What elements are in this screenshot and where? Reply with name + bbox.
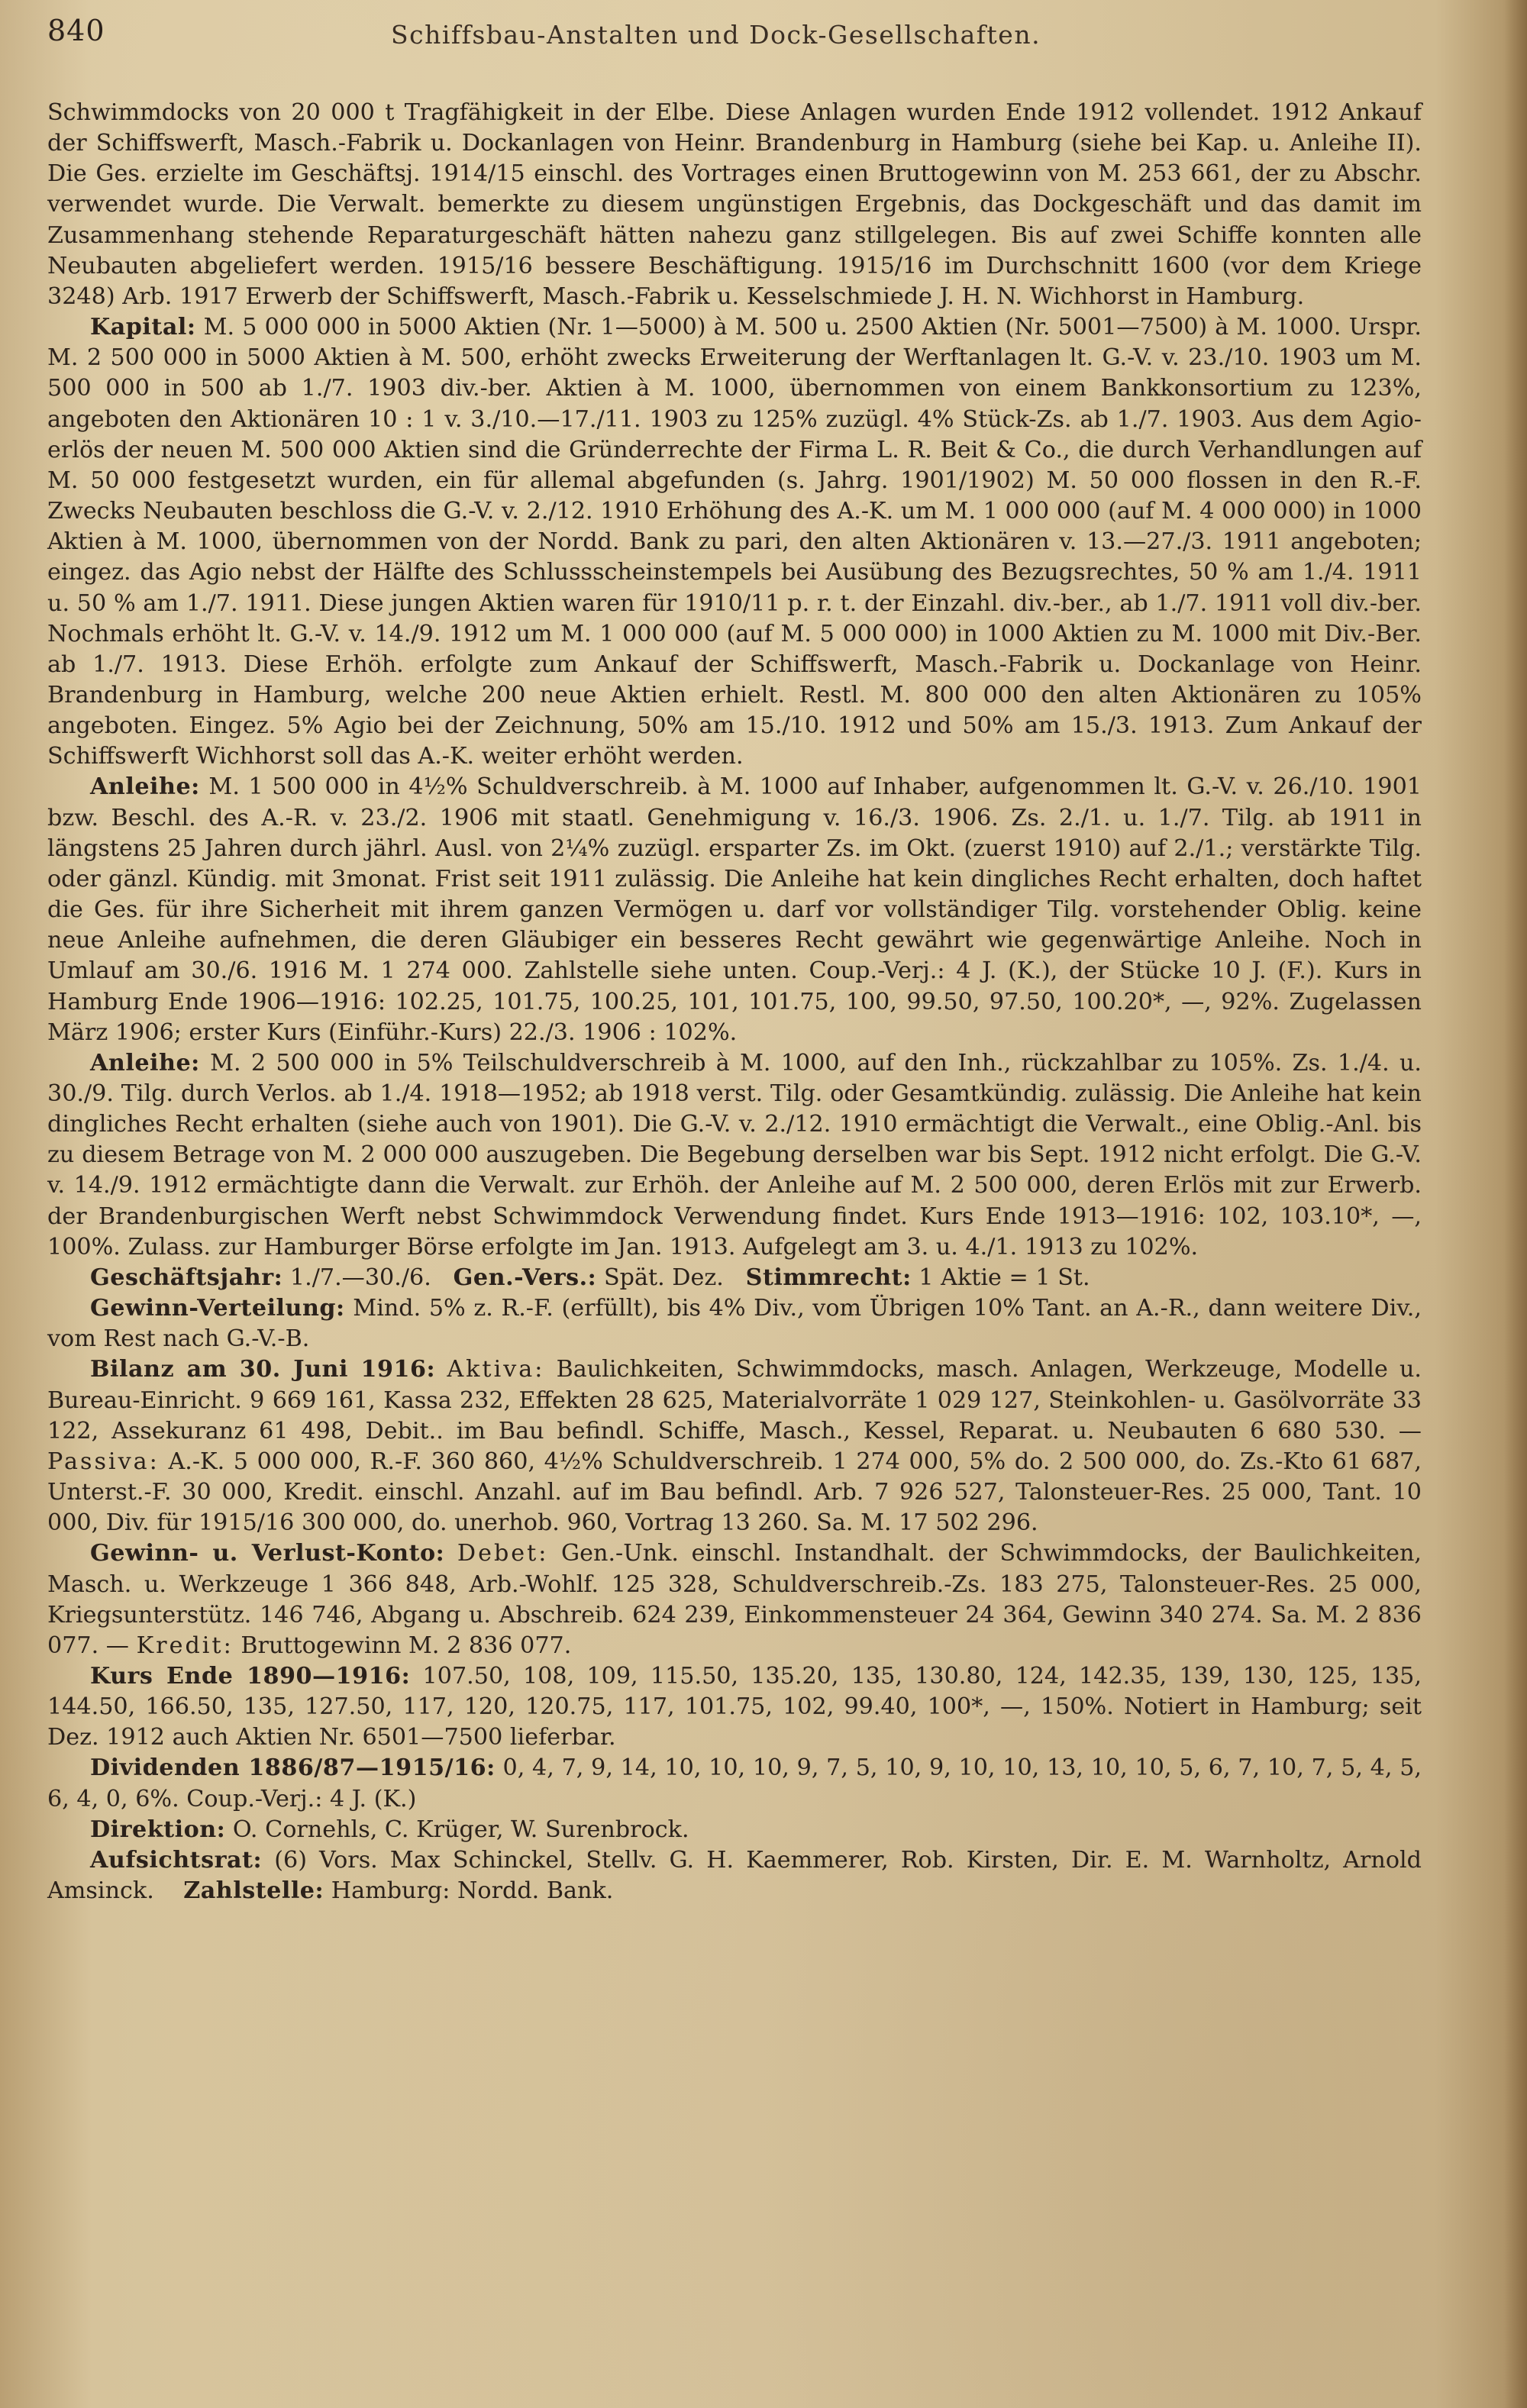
zahlstelle-text: Hamburg: Nordd. Bank. [331, 1877, 614, 1905]
running-title: Schiffsbau-Anstalten und Dock-Gesellschaften. [391, 20, 1041, 50]
gewinn-text: Mind. 5% z. R.-F. (erfüllt), bis 4% Div., vom Übrigen 10% Tant. an A.-R., dann weitere Div., vom Rest nach G.-V.-B. [47, 1295, 1422, 1353]
guv-debet-text: Gen.-Unk. einschl. Instandhalt. der Schwimmdocks, der Baulichkeiten, Masch. u. Werkzeuge 1 366 848, Arb.-Wohlf. 125 328, Schuldverschreib.-Zs. 183 275, Talonsteuer-Res. 25 000, Kriegsunterstütz. 146 746, Abgang u. Abschreib. 624 239, Einkommensteuer 24 364, Gewinn 340 274. Sa. M. 2 836 077. — [47, 1540, 1422, 1659]
genvers-lead: Gen.-Vers.: [453, 1264, 597, 1291]
geschaeftsjahr-text: 1./7.—30./6. [289, 1264, 431, 1291]
anleihe1-text: M. 1 500 000 in 4½% Schuldverschreib. à M. 1000 auf Inhaber, aufgenommen lt. G.-V. v. 26./10. 1901 bzw. Beschl. des A.-R. v. 23./2. 1906 mit staatl. Genehmigung v. 16./3. 1906. Zs. 2./1. u. 1./7. Tilg. ab 1911 in längstens 25 Jahren durch jährl. Ausl. von 2¼% zuzügl. ersparter Zs. im Okt. (zuerst 1910) auf 2./1.; verstärkte Tilg. oder gänzl. Kündig. mit 3monat. Frist seit 1911 zulässig. Die Anleihe hat kein dingliches Recht erhalten, doch haftet die Ges. für ihre Sicherheit mit ihrem ganzen Vermögen u. darf vor vollständiger Tilg. vorstehender Oblig. keine neue Anleihe aufnehmen, die deren Gläubiger ein besseres Recht gewährt wie gegenwärtige Anleihe. Noch in Umlauf am 30./6. 1916 M. 1 274 000. Zahlstelle siehe unten. Coup.-Verj.: 4 J. (K.), der Stücke 10 J. (F.). Kurs in Hamburg Ende 1906—1916: 102.25, 101.75, 100.25, 101, 101.75, 100, 99.50, 97.50, 100.20*, —, 92%. Zugelassen März 1906; erster Kurs (Einführ.-Kurs) 22./3. 1906 : 102%. [47, 773, 1422, 1046]
geschaeftsjahr-lead: Geschäftsjahr: [90, 1264, 283, 1291]
direktion-lead: Direktion: [90, 1816, 226, 1843]
passiva-label: Passiva: [47, 1448, 160, 1475]
page-edge-shadow [1504, 0, 1527, 2408]
direktion-text: O. Cornehls, C. Krüger, W. Surenbrock. [232, 1816, 689, 1843]
kurs-paragraph [47, 1661, 1422, 1753]
aufsichtsrat-lead: Aufsichtsrat: [90, 1846, 263, 1874]
dividenden-paragraph [47, 1753, 1422, 1814]
kredit-label: Kredit: [136, 1632, 234, 1659]
guv-kredit-text: Bruttogewinn M. 2 836 077. [241, 1632, 572, 1659]
bilanz-passiva-text: A.-K. 5 000 000, R.-F. 360 860, 4½% Schuldverschreib. 1 274 000, 5% do. 2 500 000, do. Zs.-Kto 61 687, Unterst.-F. 30 000, Kredit. einschl. Anzahl. auf im Bau befindl. Arb. 7 926 527, Talonsteuer-Res. 25 000, Tant. 10 000, Div. für 1915/16 300 000, do. unerhob. 960, Vortrag 13 260. Sa. M. 17 502 296. [47, 1448, 1422, 1537]
kapital-lead: Kapital: [90, 314, 196, 341]
anleihe2-lead: Anleihe: [90, 1049, 200, 1076]
dividenden-text: 0, 4, 7, 9, 14, 10, 10, 10, 9, 7, 5, 10, 9, 10, 10, 13, 10, 10, 5, 6, 7, 10, 7, 5, 4, 5, 6, 4, 0, 6%. Coup.-Verj.: 4 J. (K.) [47, 1754, 1422, 1812]
guv-paragraph [47, 1538, 1422, 1661]
anleihe1-lead: Anleihe: [90, 773, 200, 801]
zahlstelle-lead: Zahlstelle: [183, 1877, 324, 1905]
intro-text: Schwimmdocks von 20 000 t Tragfähigkeit in der Elbe. Diese Anlagen wurden Ende 1912 vollendet. 1912 Ankauf der Schiffswerft, Masch.-Fabrik u. Dockanlagen von Heinr. Brandenburg in Hamburg (siehe bei Kap. u. Anleihe II). Die Ges. erzielte im Geschäftsj. 1914/15 einschl. des Vortrages einen Bruttogewinn von M. 253 661, der zu Abschr. verwendet wurde. Die Verwalt. bemerkte zu diesem ungünstigen Ergebnis, das Dockgeschäft und das damit im Zusammenhang stehende Reparaturgeschäft hätten nahezu ganz stillgelegen. Bis auf zwei Schiffe konnten alle Neubauten abgeliefert werden. 1915/16 bessere Beschäftigung. 1915/16 im Durchschnitt 1600 (vor dem Kriege 3248) Arb. 1917 Erwerb der Schiffswerft, Masch.-Fabrik u. Kesselschmiede J. H. N. Wichhorst in Hamburg. [47, 99, 1422, 310]
genvers-text: Spät. Dez. [603, 1264, 724, 1291]
aufsichtsrat-text: (6) Vors. Max Schinckel, Stellv. G. H. Kaemmerer, Rob. Kirsten, Dir. E. M. Warnholtz, Arnold Amsinck. [47, 1846, 1422, 1905]
debet-label: Debet: [457, 1540, 549, 1567]
bilanz-aktiva-text: Baulichkeiten, Schwimmdocks, masch. Anlagen, Werkzeuge, Modelle u. Bureau-Einricht. 9 669 161, Kassa 232, Effekten 28 625, Materialvorräte 1 029 127, Steinkohlen- u. Gasölvorräte 33 122, Assekuranz 61 498, Debit.. im Bau befindl. Schiffe, Masch., Kessel, Reparat. u. Neubauten 6 680 530. — [47, 1356, 1422, 1444]
gewinn-lead: Gewinn-Verteilung: [90, 1295, 345, 1322]
geschaeftsjahr-paragraph [47, 1263, 1422, 1293]
kurs-lead: Kurs Ende 1890—1916: [90, 1662, 411, 1690]
intro-paragraph [47, 98, 1422, 312]
dividenden-lead: Dividenden 1886/87—1915/16: [90, 1754, 496, 1782]
stimmrecht-lead: Stimmrecht: [745, 1264, 912, 1291]
page-header [47, 14, 1467, 60]
anleihe2-text: M. 2 500 000 in 5% Teilschuldverschreib à M. 1000, auf den Inh., rückzahlbar zu 105%. Zs. 1./4. u. 30./9. Tilg. durch Verlos. ab 1./4. 1918—1952; ab 1918 verst. Tilg. oder Gesamtkündig. zulässig. Die Anleihe hat kein dingliches Recht erhalten (siehe auch von 1901). Die G.-V. v. 2./12. 1910 ermächtigt die Verwalt., eine Oblig.-Anl. bis zu diesem Betrage von M. 2 000 000 auszugeben. Die Begebung derselben war bis Sept. 1912 nicht erfolgt. Die G.-V. v. 14./9. 1912 ermächtigte dann die Verwalt. zur Erhöh. der Anleihe auf M. 2 500 000, deren Erlös mit zur Erwerb. der Brandenburgischen Werft nebst Schwimmdock Verwendung findet. Kurs Ende 1913—1916: 102, 103.10*, —, 100%. Zulass. zur Hamburger Börse erfolgte im Jan. 1913. Aufgelegt am 3. u. 4./1. 1913 zu 102%. [47, 1049, 1422, 1260]
body-text [47, 98, 1422, 1906]
aufsichtsrat-paragraph [47, 1845, 1422, 1906]
guv-lead: Gewinn- u. Verlust-Konto: [90, 1540, 445, 1567]
anleihe1-paragraph [47, 772, 1422, 1047]
kurs-text: 107.50, 108, 109, 115.50, 135.20, 135, 130.80, 124, 142.35, 139, 130, 125, 135, 144.50, 166.50, 135, 127.50, 117, 120, 120.75, 117, 101.75, 102, 99.40, 100*, —, 150%. Notiert in Hamburg; seit Dez. 1912 auch Aktien Nr. 6501—7500 lieferbar. [47, 1662, 1422, 1751]
direktion-paragraph [47, 1815, 1422, 1845]
page-number: 840 [47, 14, 105, 47]
bilanz-paragraph [47, 1354, 1422, 1538]
gewinn-paragraph [47, 1293, 1422, 1354]
stimmrecht-text: 1 Aktie = 1 St. [918, 1264, 1090, 1291]
kapital-paragraph [47, 312, 1422, 772]
aktiva-label: Aktiva: [447, 1356, 545, 1383]
kapital-text: M. 5 000 000 in 5000 Aktien (Nr. 1—5000) à M. 500 u. 2500 Aktien (Nr. 5001—7500) à M. 1000. Urspr. M. 2 500 000 in 5000 Aktien à M. 500, erhöht zwecks Erweiterung der Werftanlagen lt. G.-V. v. 23./10. 1903 um M. 500 000 in 500 ab 1./7. 1903 div.-ber. Aktien à M. 1000, übernommen von einem Bankkonsortium zu 123%, angeboten den Aktionären 10 : 1 v. 3./10.—17./11. 1903 zu 125% zuzügl. 4% Stück-Zs. ab 1./7. 1903. Aus dem Agio-erlös der neuen M. 500 000 Aktien sind die Gründerrechte der Firma L. R. Beit & Co., die durch Verhandlungen auf M. 50 000 festgesetzt wurden, ein für allemal abgefunden (s. Jahrg. 1901/1902) M. 50 000 flossen in den R.-F. Zwecks Neubauten beschloss die G.-V. v. 2./12. 1910 Erhöhung des A.-K. um M. 1 000 000 (auf M. 4 000 000) in 1000 Aktien à M. 1000, übernommen von der Nordd. Bank zu pari, den alten Aktionären v. 13.—27./3. 1911 angeboten; eingez. das Agio nebst der Hälfte des Schlussscheinstempels bei Ausübung des Bezugsrechtes, 50 % am 1./4. 1911 u. 50 % am 1./7. 1911. Diese jungen Aktien waren für 1910/11 p. r. t. der Einzahl. div.-ber., ab 1./7. 1911 voll div.-ber. Nochmals erhöht lt. G.-V. v. 14./9. 1912 um M. 1 000 000 (auf M. 5 000 000) in 1000 Aktien zu M. 1000 mit Div.-Ber. ab 1./7. 1913. Diese Erhöh. erfolgte zum Ankauf der Schiffswerft, Masch.-Fabrik u. Dockanlage von Heinr. Brandenburg in Hamburg, welche 200 neue Aktien erhielt. Restl. M. 800 000 den alten Aktionären zu 105% angeboten. Eingez. 5% Agio bei der Zeichnung, 50% am 15./10. 1912 und 50% am 15./3. 1913. Zum Ankauf der Schiffswerft Wichhorst soll das A.-K. weiter erhöht werden. [47, 314, 1422, 770]
anleihe2-paragraph [47, 1048, 1422, 1263]
bilanz-lead: Bilanz am 30. Juni 1916: [90, 1356, 436, 1383]
